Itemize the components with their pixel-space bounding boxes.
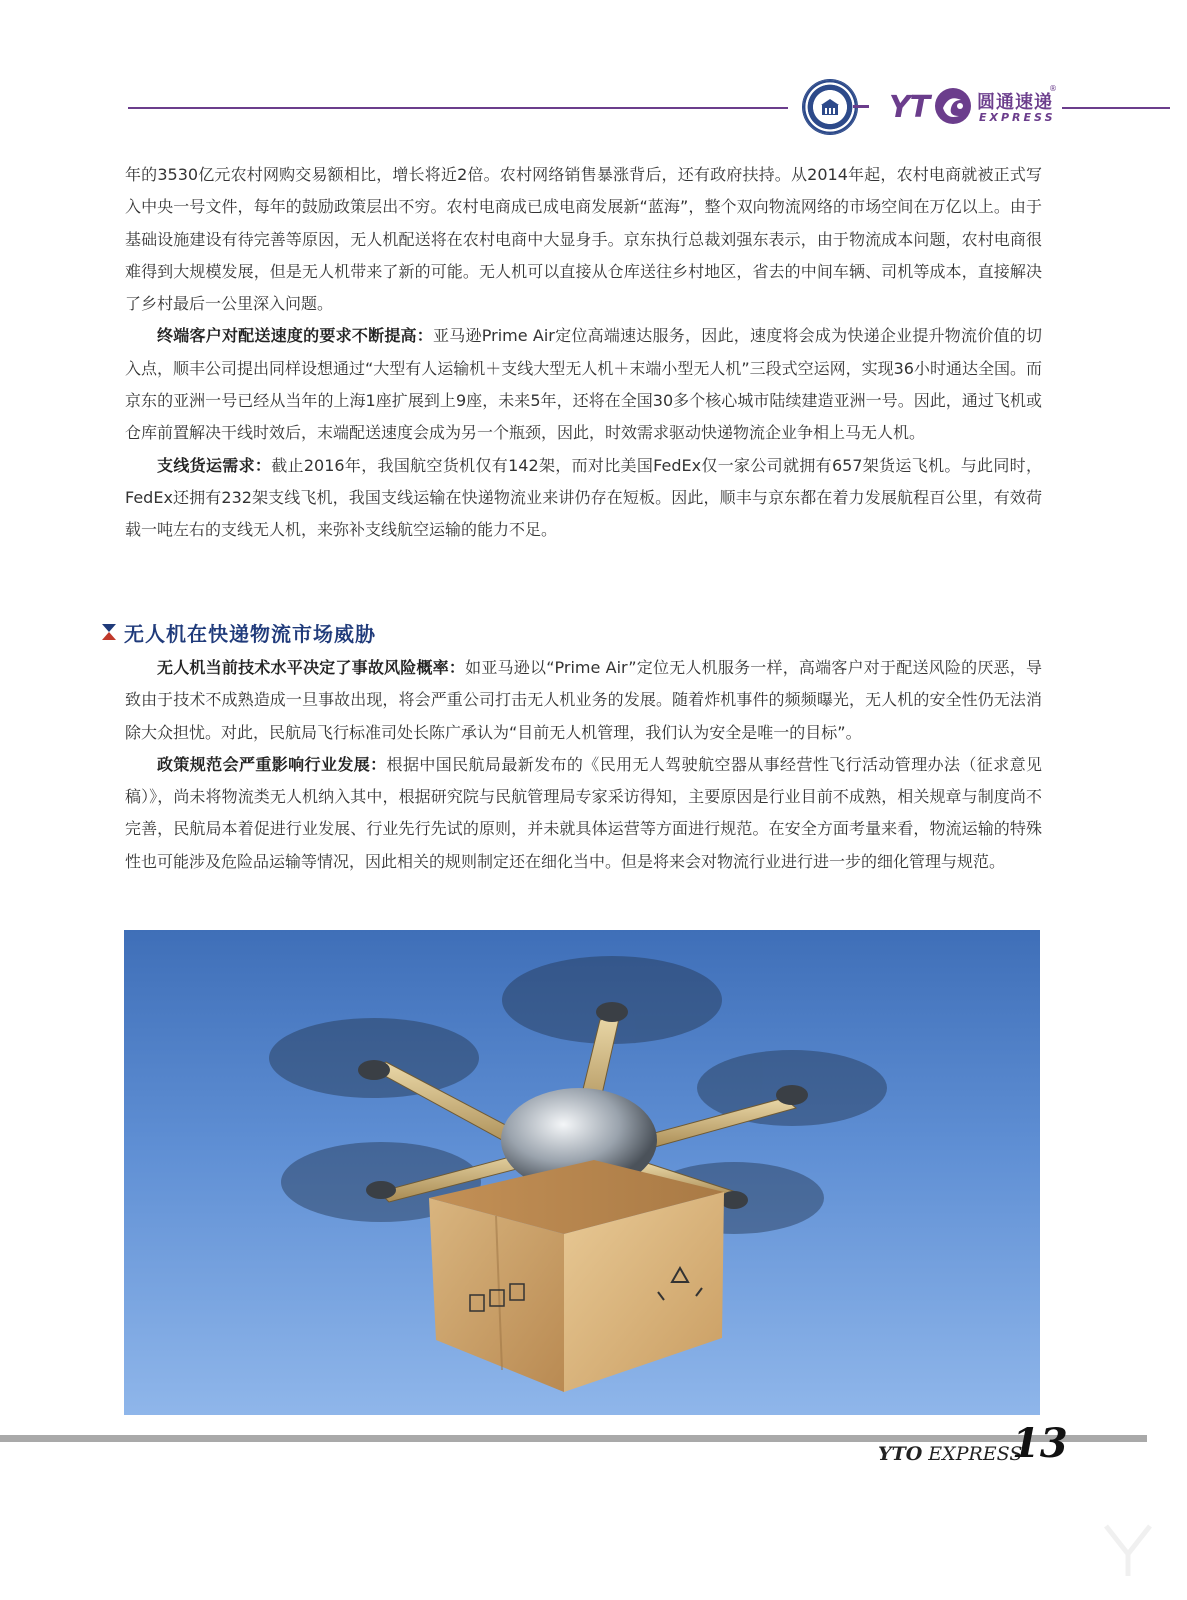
brand-name-en: EXPRESS [979,111,1056,124]
hourglass-icon [100,623,118,641]
paragraph-feeder-freight [125,450,1042,547]
brand-name-cn: 圆通速递 [977,92,1053,113]
footer-brand [878,1443,1022,1465]
paragraph-accident-risk [125,652,1042,749]
delivery-drone-photo [124,930,1040,1415]
yto-brand-logo [889,84,1069,134]
article-block-2 [125,652,1042,878]
footer-brand-rest: EXPRESS [922,1443,1023,1465]
header-rule-right [1062,107,1170,109]
paragraph-lead: 终端客户对配送速度的要求不断提高： [157,326,434,346]
paragraph-policy [125,749,1042,878]
registered-mark: ® [1049,84,1057,93]
brand-swirl-icon [933,86,973,126]
paragraph-body: 根据中国民航局最新发布的《民用无人驾驶航空器从事经营性飞行活动管理办法（征求意见稿）》，尚未将物流类无人机纳入其中，根据研究院与民航管理局专家采访得知，主要原因是行业目前不成熟，相关规章与制度尚不完善，民航局本着促进行业发展、行业先行先试的原则，并未就具体运营等方面进行规范。在安全方面考量来看，物流运输的特殊性也可能涉及危险品运输等情况，因此相关的规则制定还在细化当中。但是将来会对物流行业进行进一步的细化管理与规范。 [125,754,1042,871]
watermark-icon [1098,1520,1158,1580]
brand-mark: YT [889,90,930,125]
paragraph-delivery-speed [125,320,1042,449]
section-heading [100,615,376,649]
paragraph-body: 截止2016年，我国航空货机仅有142架，而对比美国FedEx仅一家公司就拥有657架货运飞机。与此同时，FedEx还拥有232架支线飞机，我国支线运输在快递物流业来讲仍存在短板。因此，顺丰与京东都在着力发展航程百公里，有效荷载一吨左右的支线无人机，来弥补支线航空运输的能力不足。 [125,455,1042,540]
cardboard-box [429,1160,724,1392]
footer-brand-bold: YTO [878,1443,923,1465]
university-seal-logo [803,80,857,134]
article-block-1 [125,159,1042,547]
paragraph-lead: 支线货运需求： [157,455,272,475]
paragraph-rural-ecommerce: 年的3530亿元农村网购交易额相比，增长将近2倍。农村网络销售暴涨背后，还有政府扶持。从2014年起，农村电商就被正式写入中央一号文件，每年的鼓励政策层出不穷。农村电商成已成电商发展新“蓝海”，整个双向物流网络的市场空间在万亿以上。由于基础设施建设有待完善等原因，无人机配送将在农村电商中大显身手。京东执行总裁刘强东表示，由于物流成本问题，农村电商很难得到大规模发展，但是无人机带来了新的可能。无人机可以直接从仓库送往乡村地区，省去的中间车辆、司机等成本，直接解决了乡村最后一公里深入问题。 [125,165,1042,314]
paragraph-body: 如亚马逊以“Prime Air”定位无人机服务一样，高端客户对于配送风险的厌恶，导致由于技术不成熟造成一旦事故出现，将会严重公司打击无人机业务的发展。随着炸机事件的频频曝光，无人机的安全性仍无法消除大众担忧。对此，民航局飞行标准司处长陈广承认为“目前无人机管理，我们认为安全是唯一的目标”。 [125,658,1042,742]
page-number: 13 [1012,1420,1068,1467]
building-icon [820,97,840,117]
footer-rule [0,1435,1147,1442]
paragraph-lead: 政策规范会严重影响行业发展： [157,754,387,774]
header-rule-left [128,107,788,109]
section-title: 无人机在快递物流市场威胁 [124,621,376,646]
header-dash [853,105,869,108]
paragraph-body: 亚马逊Prime Air定位高端速达服务，因此，速度将会成为快递企业提升物流价值的切入点，顺丰公司提出同样设想通过“大型有人运输机＋支线大型无人机＋末端小型无人机”三段式空运网，实现36小时通达全国。而京东的亚洲一号已经从当年的上海1座扩展到上9座，未来5年，还将在全国30多个核心城市陆续建造亚洲一号。因此，通过飞机或仓库前置解决干线时效后，末端配送速度会成为另一个瓶颈，因此，时效需求驱动快递物流企业争相上马无人机。 [125,326,1042,443]
drone-illustration [124,930,1040,1415]
paragraph-lead: 无人机当前技术水平决定了事故风险概率： [157,658,466,677]
